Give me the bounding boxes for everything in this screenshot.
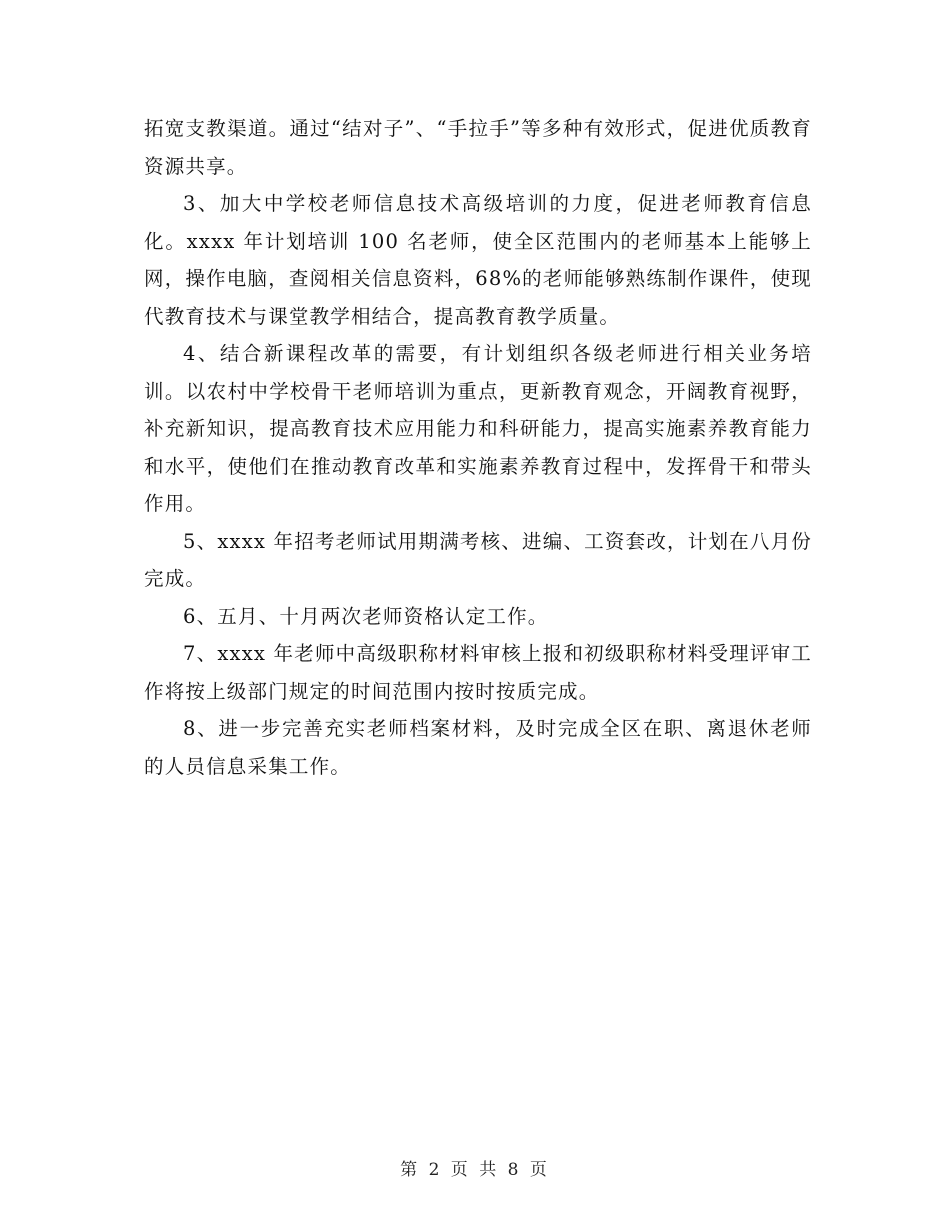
page-number-footer: 第 2 页 共 8 页	[400, 1160, 550, 1180]
paragraph-item-7: 7、xxxx 年老师中高级职称材料审核上报和初级职称材料受理评审工作将按上级部门规定的时间范围内按时按质完成。	[144, 642, 812, 703]
paragraph-item-5: 5、xxxx 年招考老师试用期满考核、进编、工资套改，计划在八月份完成。	[144, 529, 812, 590]
paragraph-item-8: 8、进一步完善充实老师档案材料，及时完成全区在职、离退休老师的人员信息采集工作。	[144, 717, 812, 778]
paragraph-continuation: 拓宽支教渠道。通过“结对子”、“手拉手”等多种有效形式，促进优质教育资源共享。	[144, 117, 812, 178]
document-body	[144, 110, 812, 785]
paragraph-item-6: 6、五月、十月两次老师资格认定工作。	[183, 604, 549, 628]
paragraph-item-4: 4、结合新课程改革的需要，有计划组织各级老师进行相关业务培训。以农村中学校骨干老师培训为重点，更新教育观念，开阔教育视野，补充新知识，提高教育技术应用能力和科研能力，提高实施素养教育能力和水平，使他们在推动教育改革和实施素养教育过程中，发挥骨干和带头作用。	[144, 342, 812, 515]
paragraph-item-3: 3、加大中学校老师信息技术高级培训的力度，促进老师教育信息化。xxxx 年计划培训 100 名老师，使全区范围内的老师基本上能够上网，操作电脑，查阅相关信息资料，68%的老师能够熟练制作课件，使现代教育技术与课堂教学相结合，提高教育教学质量。	[144, 192, 812, 328]
